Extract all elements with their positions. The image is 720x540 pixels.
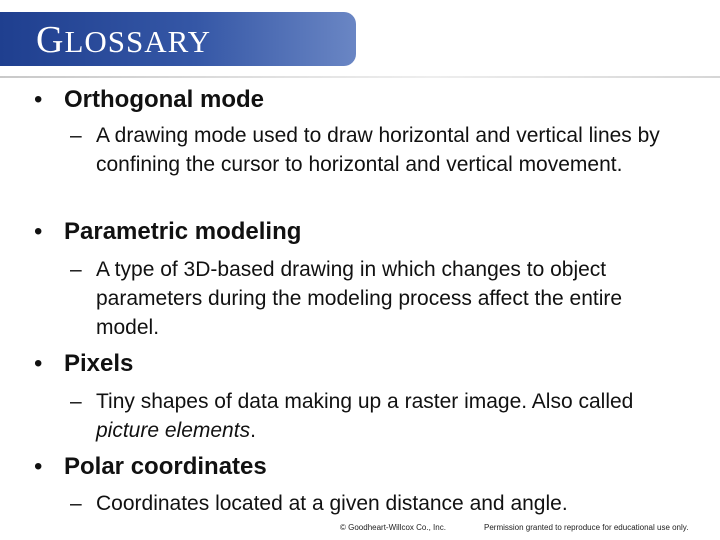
title-initial: G xyxy=(36,19,65,61)
dash-icon: – xyxy=(70,390,82,413)
bullet-icon: • xyxy=(34,86,43,113)
definition-text: Coordinates located at a given distance and angle. xyxy=(96,492,568,515)
glossary-term xyxy=(34,86,264,114)
definition-text: A drawing mode used to draw horizontal and vertical lines by confining the cursor to horizontal and vertical movement. xyxy=(96,124,660,176)
footer-copyright: © Goodheart-Willcox Co., Inc. xyxy=(340,523,446,532)
title-rest: LOSSARY xyxy=(64,24,211,59)
term-label: Orthogonal mode xyxy=(64,86,264,113)
dash-icon: – xyxy=(70,492,82,515)
glossary-term xyxy=(34,350,133,378)
definition-italic-term: picture elements xyxy=(96,419,251,442)
definition-text-end: . xyxy=(250,419,256,442)
dash-icon: – xyxy=(70,124,82,147)
bullet-icon: • xyxy=(34,350,43,377)
term-label: Polar coordinates xyxy=(64,453,267,480)
glossary-definition xyxy=(70,121,700,179)
definition-text-start: Tiny shapes of data making up a raster image. Also called xyxy=(96,390,634,413)
dash-icon: – xyxy=(70,258,82,281)
glossary-definition xyxy=(70,255,700,342)
page-title xyxy=(36,20,211,62)
definition-text xyxy=(96,387,686,445)
glossary-term xyxy=(34,218,301,246)
glossary-term xyxy=(34,453,267,481)
glossary-definition xyxy=(70,489,700,518)
definition-text: A type of 3D-based drawing in which changes to object parameters during the modeling process affect the entire model. xyxy=(96,258,623,339)
bullet-icon: • xyxy=(34,453,43,480)
bullet-icon: • xyxy=(34,218,43,245)
term-label: Pixels xyxy=(64,350,134,377)
term-label: Parametric modeling xyxy=(64,218,302,245)
glossary-definition xyxy=(70,387,700,445)
footer-permission: Permission granted to reproduce for educational use only. xyxy=(484,523,689,532)
header-divider xyxy=(0,76,720,78)
